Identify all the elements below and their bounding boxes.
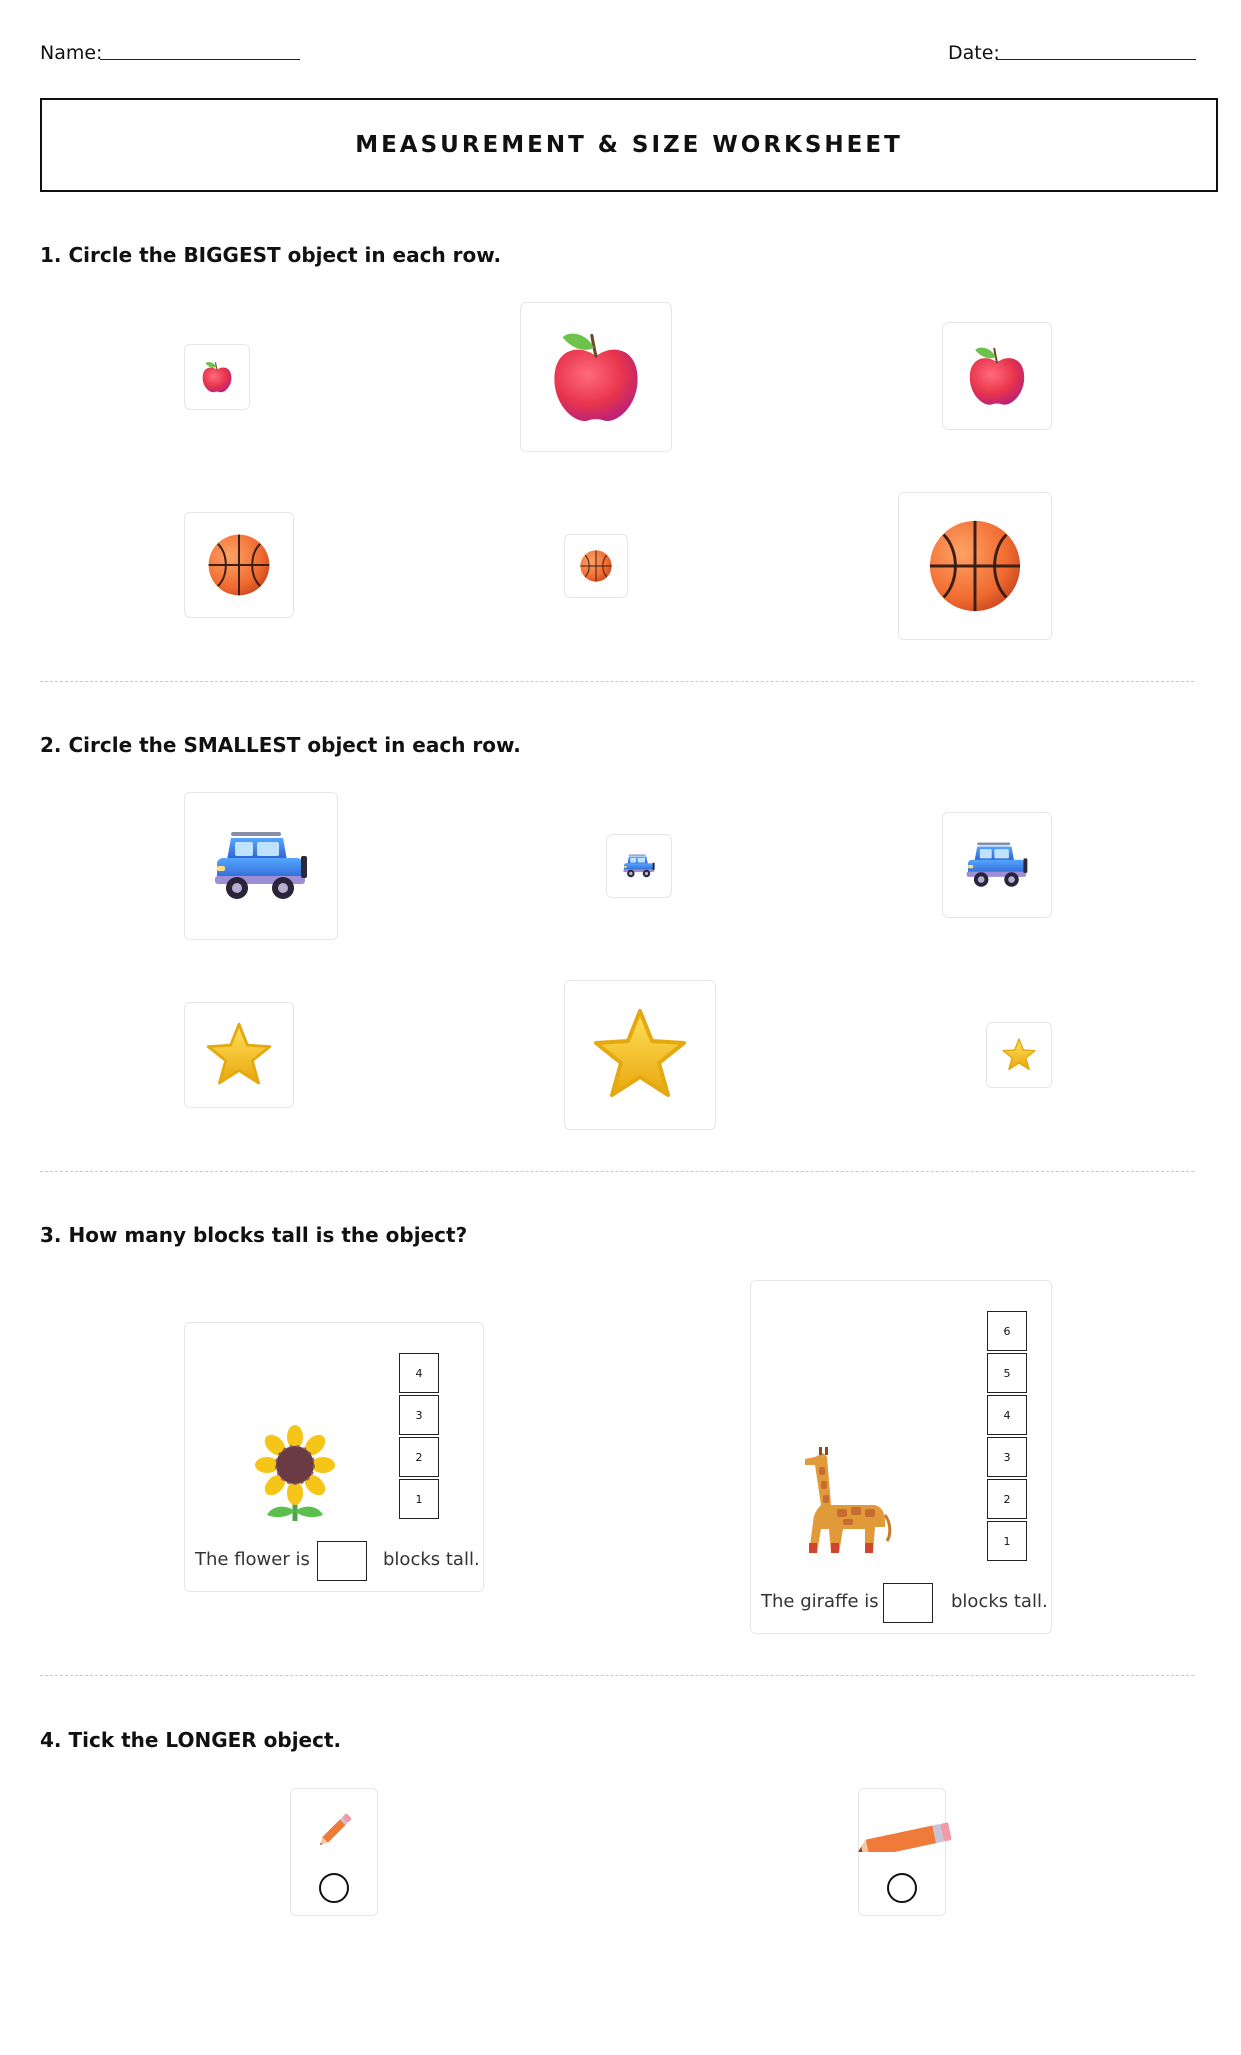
date-label: Date: — [948, 42, 1000, 64]
apple-small-card[interactable] — [184, 344, 250, 410]
short-pencil-tick[interactable] — [319, 1873, 349, 1903]
giraffe-measure-card — [750, 1280, 1052, 1634]
star-large-card[interactable] — [564, 980, 716, 1130]
star-icon — [1001, 1037, 1037, 1073]
apple-icon — [199, 359, 235, 395]
section-divider — [40, 681, 1194, 682]
block-2: 2 — [987, 1479, 1027, 1519]
section-divider — [40, 1171, 1194, 1172]
basketball-icon — [579, 549, 613, 583]
date-field[interactable] — [996, 59, 1196, 60]
name-field[interactable] — [100, 59, 300, 60]
flower-measure-card — [184, 1322, 484, 1592]
basketball-icon — [206, 532, 272, 598]
block-3: 3 — [399, 1395, 439, 1435]
giraffe-answer-box[interactable] — [883, 1583, 933, 1623]
basketball-large-card[interactable] — [898, 492, 1052, 640]
block-4: 4 — [987, 1395, 1027, 1435]
block-4: 4 — [399, 1353, 439, 1393]
flower-answer-prefix: The flower is — [195, 1549, 310, 1570]
giraffe-answer-suffix: blocks tall. — [951, 1591, 1048, 1612]
car-icon — [622, 852, 656, 880]
star-small-card[interactable] — [986, 1022, 1052, 1088]
short-pencil-card[interactable] — [290, 1788, 378, 1916]
question-2-title: 2. Circle the SMALLEST object in each row. — [40, 733, 521, 757]
block-5: 5 — [987, 1353, 1027, 1393]
block-6: 6 — [987, 1311, 1027, 1351]
question-3-title: 3. How many blocks tall is the object? — [40, 1223, 468, 1247]
giraffe-answer-prefix: The giraffe is — [761, 1591, 879, 1612]
block-1: 1 — [987, 1521, 1027, 1561]
basketball-small-card[interactable] — [564, 534, 628, 598]
long-pencil-tick[interactable] — [887, 1873, 917, 1903]
apple-icon — [963, 342, 1031, 410]
car-small-card[interactable] — [606, 834, 672, 898]
name-label: Name: — [40, 42, 103, 64]
flower-answer-suffix: blocks tall. — [383, 1549, 480, 1570]
long-pencil-card[interactable] — [858, 1788, 946, 1916]
apple-medium-card[interactable] — [942, 322, 1052, 430]
pencil-icon — [853, 1809, 953, 1855]
giraffe-icon — [793, 1443, 893, 1563]
car-large-card[interactable] — [184, 792, 338, 940]
star-icon — [590, 1005, 690, 1105]
basketball-icon — [926, 517, 1024, 615]
title-box — [40, 98, 1218, 192]
car-icon — [211, 826, 311, 906]
car-icon — [964, 838, 1030, 892]
pencil-icon — [307, 1805, 363, 1855]
apple-icon — [544, 325, 648, 429]
section-divider — [40, 1675, 1194, 1676]
sunflower-icon — [255, 1425, 335, 1525]
block-1: 1 — [399, 1479, 439, 1519]
car-medium-card[interactable] — [942, 812, 1052, 918]
question-4-title: 4. Tick the LONGER object. — [40, 1728, 342, 1752]
block-3: 3 — [987, 1437, 1027, 1477]
question-1-title: 1. Circle the BIGGEST object in each row. — [40, 243, 502, 267]
block-2: 2 — [399, 1437, 439, 1477]
worksheet-title: MEASUREMENT & SIZE WORKSHEET — [355, 132, 903, 158]
star-icon — [204, 1020, 274, 1090]
star-medium-card[interactable] — [184, 1002, 294, 1108]
basketball-medium-card[interactable] — [184, 512, 294, 618]
flower-answer-box[interactable] — [317, 1541, 367, 1581]
apple-large-card[interactable] — [520, 302, 672, 452]
